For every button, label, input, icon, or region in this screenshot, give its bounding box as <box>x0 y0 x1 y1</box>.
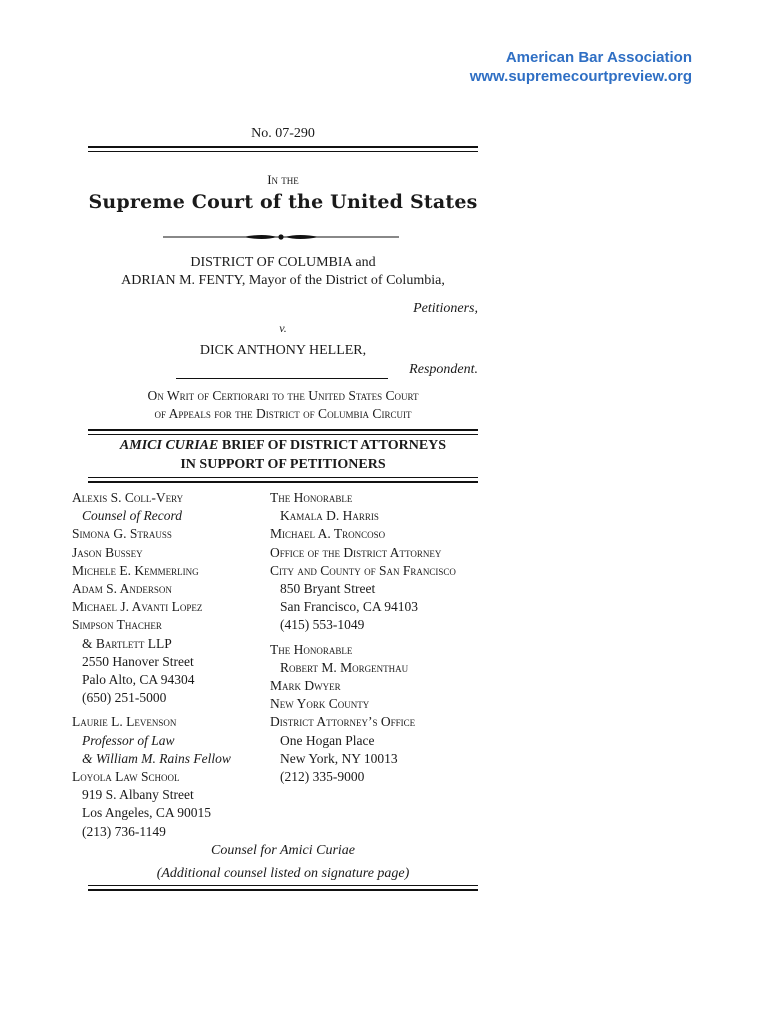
respondent-role: Respondent. <box>409 362 478 377</box>
counsel-title: Professor of Law <box>82 732 175 748</box>
counsel-name: Kamala D. Harris <box>280 508 379 524</box>
brief-title-line-1 <box>88 437 478 455</box>
brief-rule-bottom-thin <box>88 477 478 478</box>
office-name: Office of the District Attorney <box>270 544 442 560</box>
in-the-label: In the <box>267 172 299 187</box>
watermark-org: American Bar Association <box>505 49 692 66</box>
address-street: One Hogan Place <box>280 732 375 748</box>
watermark-url[interactable]: www.supremecourtpreview.org <box>469 68 692 85</box>
phone: (415) 553-1049 <box>280 617 365 633</box>
address-street: 919 S. Albany Street <box>82 787 194 803</box>
additional-counsel-note: (Additional counsel listed on signature page) <box>156 866 410 881</box>
counsel-name: Mark Dwyer <box>270 678 341 694</box>
jurisdiction: New York County <box>270 696 370 712</box>
firm-name: Simpson Thacher <box>72 617 162 633</box>
writ-line-1: On Writ of Certiorari to the United States Court <box>147 388 419 403</box>
brief-rule-bottom-thick <box>88 481 478 483</box>
brief-rule-top-thin <box>88 434 478 435</box>
petitioners-role: Petitioners, <box>413 301 478 316</box>
counsel-of-record: Counsel of Record <box>82 508 182 524</box>
office-name: District Attorney’s Office <box>270 714 416 730</box>
phone: (650) 251-5000 <box>82 690 167 706</box>
counsel-name: Laurie L. Levenson <box>72 714 177 730</box>
counsel-name: Alexis S. Coll-Very <box>72 490 184 505</box>
phone: (212) 335-9000 <box>280 769 365 785</box>
petitioner-line-2: ADRIAN M. FENTY, Mayor of the District of Columbia, <box>121 273 445 288</box>
counsel-name: Adam S. Anderson <box>72 581 172 597</box>
address-city: Palo Alto, CA 94304 <box>82 672 195 688</box>
left-counsel-column <box>72 489 231 841</box>
ornamental-divider <box>163 232 399 242</box>
address-city: San Francisco, CA 94103 <box>280 599 418 615</box>
top-rule-thick <box>88 146 478 148</box>
bottom-rule-thin <box>88 885 478 886</box>
honorific: The Honorable <box>270 641 353 657</box>
petitioner-line-1: DISTRICT OF COLUMBIA and <box>190 255 376 270</box>
aba-watermark <box>470 48 692 86</box>
phone: (213) 736-1149 <box>82 823 166 839</box>
top-rule-thin <box>88 151 478 152</box>
brief-title-line-2: IN SUPPORT OF PETITIONERS <box>180 457 386 472</box>
address-street: 2550 Hanover Street <box>82 653 194 669</box>
jurisdiction: City and County of San Francisco <box>270 562 456 578</box>
counsel-name: Michael A. Troncoso <box>270 526 386 542</box>
address-city: Los Angeles, CA 90015 <box>82 805 212 821</box>
school-name: Loyola Law School <box>72 769 180 785</box>
case-number: No. 07-290 <box>251 126 315 141</box>
counsel-name: Michael J. Avanti Lopez <box>72 599 203 615</box>
address-city: New York, NY 10013 <box>280 750 398 766</box>
counsel-title-cont: & William M. Rains Fellow <box>82 750 231 766</box>
amici-curiae-label: AMICI CURIAE <box>119 438 219 453</box>
counsel-name: Simona G. Strauss <box>72 526 172 542</box>
counsel-name: Michele E. Kemmerling <box>72 562 199 578</box>
brief-rule-top-thick <box>88 429 478 431</box>
court-name: Supreme Court of the United States <box>88 191 478 213</box>
honorific: The Honorable <box>270 490 353 505</box>
address-street: 850 Bryant Street <box>280 581 376 597</box>
brief-title-rest: BRIEF OF DISTRICT ATTORNEYS <box>218 438 447 453</box>
respondent-name: DICK ANTHONY HELLER, <box>199 343 367 358</box>
counsel-name: Robert M. Morgenthau <box>280 659 409 675</box>
writ-line-2: of Appeals for the District of Columbia Circuit <box>154 406 412 421</box>
firm-name-cont: & Bartlett LLP <box>82 635 172 651</box>
counsel-for-amici: Counsel for Amici Curiae <box>210 843 356 858</box>
versus: v. <box>279 321 287 335</box>
bottom-rule-thick <box>88 889 478 891</box>
counsel-name: Jason Bussey <box>72 544 143 560</box>
right-counsel-column <box>270 489 456 786</box>
